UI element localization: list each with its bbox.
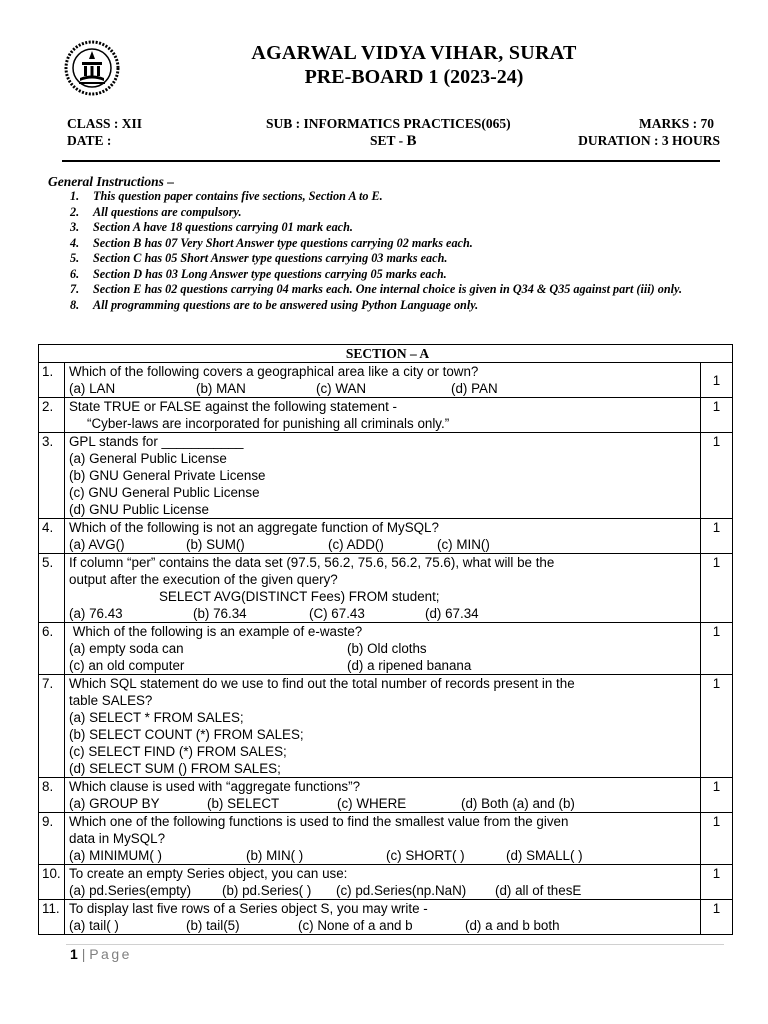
question-number: 4. xyxy=(39,519,65,554)
question-row xyxy=(39,398,733,433)
option: (d) 67.34 xyxy=(425,606,479,621)
marks-label: MARKS : 70 xyxy=(639,116,714,131)
option: (a) tail( ) xyxy=(69,918,119,933)
option: (b) 76.34 xyxy=(193,606,247,621)
question-number: 2. xyxy=(39,398,65,433)
options-line xyxy=(69,847,700,864)
options-line xyxy=(69,657,700,674)
option: (d) Both (a) and (b) xyxy=(461,796,575,811)
question-body xyxy=(65,900,701,935)
school-name: AGARWAL VIDYA VIHAR, SURAT xyxy=(251,42,577,64)
option: (b) MIN( ) xyxy=(246,848,304,863)
question-body xyxy=(65,813,701,865)
question-body xyxy=(65,623,701,675)
question-number: 6. xyxy=(39,623,65,675)
question-text: data in MySQL? xyxy=(69,831,166,846)
instruction-item: 6. Section D has 03 Long Answer type questions carrying 05 marks each. xyxy=(70,266,447,281)
question-statement: “Cyber-laws are incorporated for punishing all criminals only.” xyxy=(87,416,450,431)
instruction-item: 3. Section A have 18 questions carrying 01 mark each. xyxy=(70,220,353,234)
duration-label: DURATION : 3 HOURS xyxy=(578,133,720,148)
question-marks: 1 xyxy=(701,675,733,778)
question-text: Which of the following is not an aggregate function of MySQL? xyxy=(69,520,439,535)
question-row xyxy=(39,865,733,900)
question-text: GPL stands for ___________ xyxy=(69,434,244,449)
options-line xyxy=(69,640,700,657)
question-body xyxy=(65,519,701,554)
exam-title: PRE-BOARD 1 (2023-24) xyxy=(304,66,524,88)
header-divider xyxy=(62,160,720,162)
set-letter: B xyxy=(406,133,417,149)
instructions-list xyxy=(70,189,730,313)
question-row xyxy=(39,900,733,935)
question-row xyxy=(39,519,733,554)
question-body xyxy=(65,778,701,813)
option: (a) General Public License xyxy=(69,451,227,466)
option: (c) pd.Series(np.NaN) xyxy=(336,883,467,898)
option: (a) AVG() xyxy=(69,537,125,552)
question-text: Which of the following is an example of e-waste? xyxy=(69,624,363,639)
question-number: 7. xyxy=(39,675,65,778)
question-marks: 1 xyxy=(701,363,733,398)
option: (a) pd.Series(empty) xyxy=(69,883,192,898)
option: (b) SUM() xyxy=(186,537,245,552)
question-number: 11. xyxy=(39,900,65,935)
question-body xyxy=(65,865,701,900)
question-marks: 1 xyxy=(701,813,733,865)
question-text: Which clause is used with “aggregate functions”? xyxy=(69,779,361,794)
options-line xyxy=(69,917,700,934)
question-text: Which SQL statement do we use to find out the total number of records present in the xyxy=(69,676,575,691)
instruction-item: 5. Section C has 05 Short Answer type questions carrying 03 marks each. xyxy=(70,251,448,265)
set-indicator xyxy=(370,133,417,150)
question-text: If column “per” contains the data set (97.5, 56.2, 75.6, 56.2, 75.6), what will be the xyxy=(69,555,555,570)
instruction-item: 7. Section E has 02 questions carrying 04 marks each. One internal choice is given in Q34 & Q35 against part (iii) only. xyxy=(70,282,682,296)
question-row xyxy=(39,675,733,778)
option: (a) SELECT * FROM SALES; xyxy=(69,710,244,725)
question-marks: 1 xyxy=(701,623,733,675)
footer-divider xyxy=(66,944,724,945)
instruction-item: 8. All programming questions are to be answered using Python Language only. xyxy=(70,297,479,312)
question-marks: 1 xyxy=(701,865,733,900)
section-header-row xyxy=(39,345,733,363)
question-body xyxy=(65,398,701,433)
option: (d) PAN xyxy=(451,381,498,396)
question-body xyxy=(65,363,701,398)
question-text: State TRUE or FALSE against the following statement - xyxy=(69,399,397,414)
instructions-title: General Instructions – xyxy=(48,174,175,189)
question-marks: 1 xyxy=(701,398,733,433)
instruction-item: 4. Section B has 07 Very Short Answer type questions carrying 02 marks each. xyxy=(70,235,473,250)
options-line xyxy=(69,536,700,553)
question-number: 8. xyxy=(39,778,65,813)
class-label: CLASS : XII xyxy=(67,116,143,131)
question-body xyxy=(65,554,701,623)
option: (d) SMALL( ) xyxy=(506,848,583,863)
question-row xyxy=(39,433,733,519)
question-body xyxy=(65,675,701,778)
question-number: 5. xyxy=(39,554,65,623)
option: (b) MAN xyxy=(196,381,246,396)
question-row xyxy=(39,554,733,623)
option: (a) MINIMUM( ) xyxy=(69,848,162,863)
option: (a) 76.43 xyxy=(69,606,123,621)
options-line xyxy=(69,605,700,622)
options-line xyxy=(69,882,700,899)
instruction-item: 1. This question paper contains five sections, Section A to E. xyxy=(70,189,383,203)
question-text: To create an empty Series object, you can use: xyxy=(69,866,348,881)
option: (b) GNU General Private License xyxy=(69,468,266,483)
footer-separator: | xyxy=(81,946,86,962)
option: (d) all of thesE xyxy=(495,883,582,898)
option: (b) tail(5) xyxy=(186,918,240,933)
page-number: 1 xyxy=(70,946,78,962)
option: (a) LAN xyxy=(69,381,116,396)
option: (c) ADD() xyxy=(328,537,384,552)
option: (c) WHERE xyxy=(337,796,407,811)
date-label: DATE : xyxy=(67,133,112,148)
question-row xyxy=(39,623,733,675)
question-marks: 1 xyxy=(701,900,733,935)
option: (c) GNU General Public License xyxy=(69,485,260,500)
question-row xyxy=(39,363,733,398)
option: (c) MIN() xyxy=(437,537,490,552)
option: (b) SELECT xyxy=(207,796,280,811)
option: (a) GROUP BY xyxy=(69,796,160,811)
question-number: 10. xyxy=(39,865,65,900)
question-text: Which one of the following functions is used to find the smallest value from the given xyxy=(69,814,569,829)
option: (d) SELECT SUM () FROM SALES; xyxy=(69,761,281,776)
option: (b) pd.Series( ) xyxy=(222,883,312,898)
page-footer xyxy=(70,946,132,962)
option: (c) SELECT FIND (*) FROM SALES; xyxy=(69,744,287,759)
question-number: 1. xyxy=(39,363,65,398)
option: (c) an old computer xyxy=(69,658,185,673)
option: (c) WAN xyxy=(316,381,367,396)
instruction-item: 2. All questions are compulsory. xyxy=(70,204,242,219)
sql-query: SELECT AVG(DISTINCT Fees) FROM student; xyxy=(159,589,440,604)
question-text: To display last five rows of a Series object S, you may write - xyxy=(69,901,428,916)
option: (c) None of a and b xyxy=(298,918,413,933)
question-row xyxy=(39,778,733,813)
question-text: table SALES? xyxy=(69,693,153,708)
question-marks: 1 xyxy=(701,519,733,554)
question-number: 9. xyxy=(39,813,65,865)
section-a-question-table xyxy=(38,344,733,935)
question-number: 3. xyxy=(39,433,65,519)
question-row xyxy=(39,813,733,865)
subject-label: SUB : INFORMATICS PRACTICES(065) xyxy=(266,116,511,131)
question-marks: 1 xyxy=(701,433,733,519)
question-marks: 1 xyxy=(701,778,733,813)
option: (c) SHORT( ) xyxy=(386,848,465,863)
page-word: Page xyxy=(89,946,132,962)
option: (a) empty soda can xyxy=(69,641,184,656)
option: (d) a and b both xyxy=(465,918,560,933)
set-label: SET - xyxy=(370,133,404,148)
section-title: SECTION – A xyxy=(39,345,733,363)
question-body xyxy=(65,433,701,519)
option: (C) 67.43 xyxy=(309,606,365,621)
question-marks: 1 xyxy=(701,554,733,623)
options-line xyxy=(69,380,700,397)
option: (d) a ripened banana xyxy=(347,658,472,673)
option: (d) GNU Public License xyxy=(69,502,209,517)
question-text: output after the execution of the given query? xyxy=(69,572,338,587)
option: (b) SELECT COUNT (*) FROM SALES; xyxy=(69,727,304,742)
option: (b) Old cloths xyxy=(347,641,427,656)
question-text: Which of the following covers a geographical area like a city or town? xyxy=(69,364,479,379)
options-line xyxy=(69,795,700,812)
